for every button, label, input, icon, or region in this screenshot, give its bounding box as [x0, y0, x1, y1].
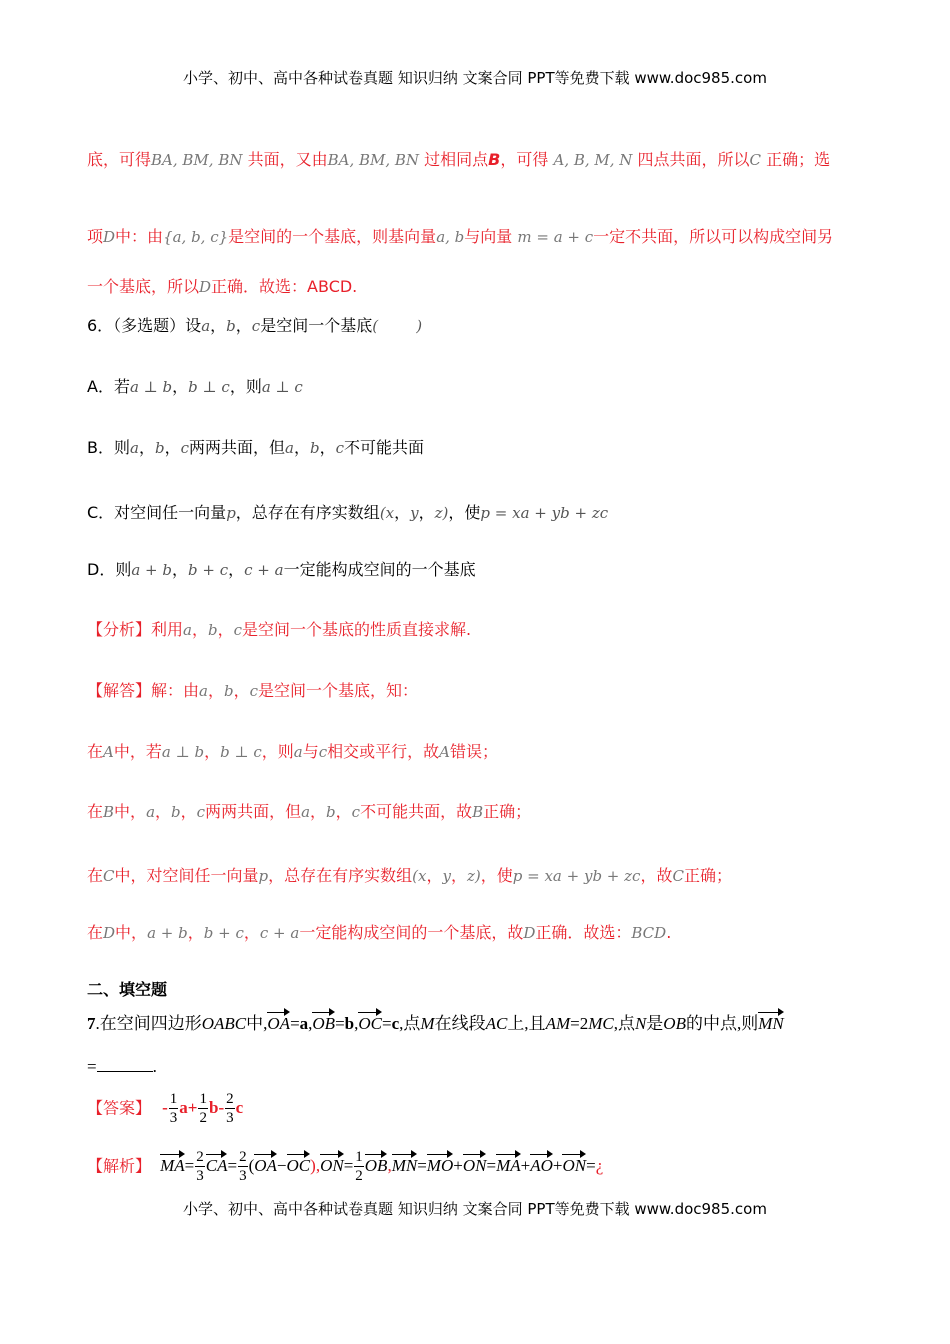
q6-analysis: 【分析】利用a，b，c是空间一个基底的性质直接求解. [87, 620, 472, 639]
vector-oc: OC [358, 1014, 383, 1033]
section-title: 二、填空题 [87, 980, 168, 999]
prev-solution-line-2: 项D中：由{a, b, c}是空间的一个基底，则基向量a, b与向量 m = a + c一定不共面，所以可以构成空间另 [87, 227, 834, 246]
q6-solution-a: 在A中，若a ⊥ b，b ⊥ c，则a与c相交或平行，故A错误； [87, 742, 498, 761]
vector-oa: OA [267, 1014, 291, 1033]
q7-explanation: 【解析】 MA= $\frac{2}{3}$ CA= $\frac{2}{3}$ (OA−OC),ON= $\frac{1}{2}$ OB,MN=MO+ON=MA+AO+ON=¿ [87, 1149, 604, 1184]
q7-stem: 7.在空间四边形OABC中,OA=a,OB=b,OC=c,点M在线段AC上,且AM=2MC,点N是OB的中点,则MN [87, 1014, 784, 1033]
q6-solution-c: 在C中，对空间任一向量p，总存在有序实数组(x，y，z)，使p = xa + yb + zc，故C正确； [87, 866, 732, 885]
vector-mn: MN [758, 1014, 784, 1033]
q7-answer: 【答案】 - $\frac{1}{3}$ a+ $\frac{1}{2}$ b- $\frac{2}{3}$ c [87, 1091, 244, 1126]
q6-option-b: B．则a，b，c两两共面，但a，b，c不可能共面 [87, 438, 425, 457]
q6-answer-intro: 【解答】解：由a，b，c是空间一个基底，知： [87, 681, 419, 700]
vector-ob: OB [312, 1014, 336, 1033]
q6-solution-b: 在B中，a，b，c两两共面，但a，b，c不可能共面，故B正确； [87, 802, 532, 821]
q6-option-d: D．则a + b，b + c，c + a一定能构成空间的一个基底 [87, 560, 476, 579]
prev-solution-line-1: 底，可得BA, BM, BN 共面，又由BA, BM, BN 过相同点B，可得 A, B, M, N 四点共面，所以C 正确；选 [87, 150, 831, 169]
q6-solution-d: 在D中，a + b，b + c，c + a一定能构成空间的一个基底，故D正确．故选：BCD. [87, 923, 672, 942]
q6-option-c: C．对空间任一向量p，总存在有序实数组(x，y，z)，使p = xa + yb + zc [87, 503, 609, 522]
page-footer: 小学、初中、高中各种试卷真题 知识归纳 文案合同 PPT等免费下载 www.doc985.com [183, 1200, 767, 1218]
answer-blank [97, 1071, 153, 1072]
q6-stem: 6．（多选题）设a，b，c是空间一个基底( ) [87, 316, 423, 335]
page-header: 小学、初中、高中各种试卷真题 知识归纳 文案合同 PPT等免费下载 www.doc985.com [183, 69, 767, 87]
q7-stem-blank-line: = . [87, 1057, 157, 1076]
q6-option-a: A．若a ⊥ b，b ⊥ c，则a ⊥ c [87, 377, 303, 396]
prev-solution-line-3: 一个基底，所以D正确．故选：ABCD. [87, 277, 358, 296]
